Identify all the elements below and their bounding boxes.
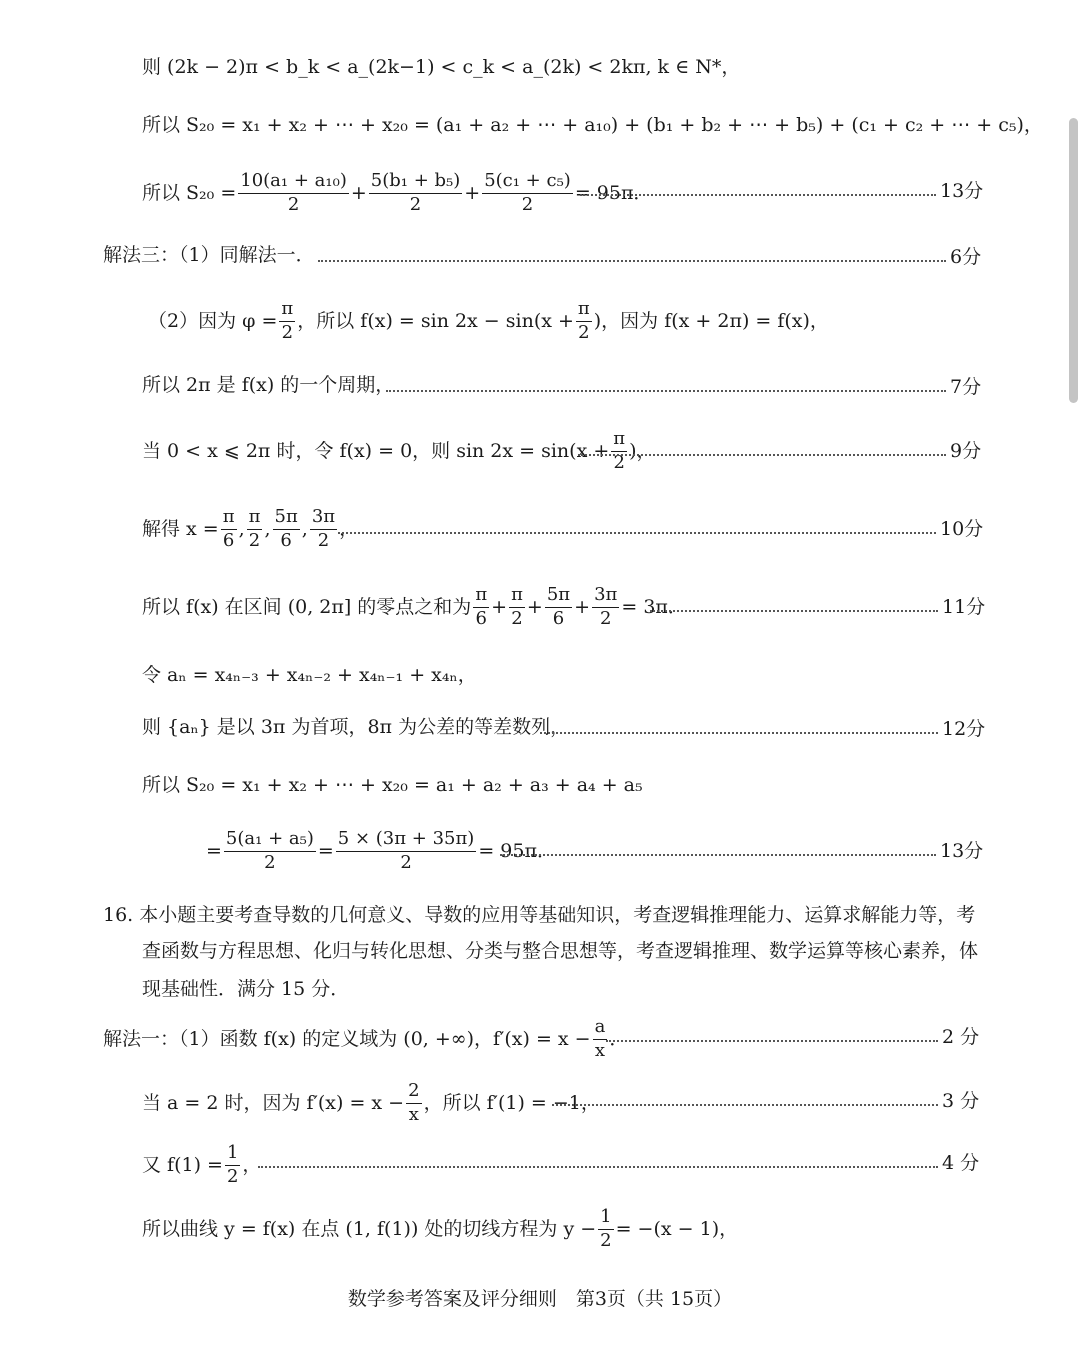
solution-line: [142, 776, 643, 795]
fraction: $\frac{1}{2}$: [600, 1205, 612, 1251]
solution-line: [142, 428, 656, 474]
dotted-leader: [318, 260, 946, 262]
math-text: =: [317, 839, 334, 862]
fraction: $\frac{\pi}{2}$: [511, 583, 523, 629]
fraction: $\frac{5\pi}{6}$: [546, 583, 571, 629]
fraction: $\frac{\pi}{2}$: [281, 297, 294, 343]
math-text: 所以 S₂₀ = x₁ + x₂ + ⋯ + x₂₀ = a₁ + a₂ + a₃ + a₄ + a₅: [142, 774, 643, 796]
math-text: ，: [339, 517, 359, 540]
score-label: 10分: [940, 518, 984, 540]
math-text: +: [526, 595, 543, 618]
math-text: 则 {aₙ} 是以 3π 为首项，8π 为公差的等差数列，: [142, 716, 570, 738]
math-text: ，所以 f′(1) = −1，: [423, 1091, 600, 1114]
fraction: $\frac{\text{10(a₁ + a₁₀)}}{2}$: [240, 169, 347, 215]
fraction: $\frac{5\pi}{6}$: [274, 505, 298, 551]
score-label: 13分: [940, 180, 984, 202]
dotted-leader: [338, 532, 936, 534]
score-label: 3 分: [942, 1090, 980, 1112]
math-text: +: [350, 181, 367, 204]
math-text: )，: [629, 439, 656, 462]
fraction: $\frac{\pi}{2}$: [613, 427, 626, 473]
math-text: 解得 x =: [142, 517, 219, 540]
math-text: ,: [238, 517, 245, 540]
math-text: ,: [264, 517, 271, 540]
score-label: 6分: [950, 246, 982, 268]
dotted-leader: [580, 194, 936, 196]
solution-line: [142, 1080, 600, 1126]
solution-line: [142, 666, 477, 685]
solution-line: [142, 116, 1043, 135]
math-text: ．: [609, 1027, 629, 1050]
dotted-leader: [650, 610, 938, 612]
math-text: 解法三：（1）同解法一．: [103, 244, 315, 266]
vertical-scrollbar-thumb[interactable]: [1069, 118, 1078, 403]
math-text: 所以 S₂₀ = x₁ + x₂ + ⋯ + x₂₀ = (a₁ + a₂ + ⋯ + a₁₀) + (b₁ + b₂ + ⋯ + b₅) + (c₁ + c₂ + ⋯ + c₅)，: [142, 114, 1043, 136]
fraction: $\frac{\pi}{2}$: [248, 505, 261, 551]
math-text: 所以 2π 是 f(x) 的一个周期，: [142, 374, 395, 396]
fraction: $\frac{5 \times (3\pi + 35\pi)}{2}$: [337, 827, 475, 873]
dotted-leader: [258, 1166, 938, 1168]
solution-line: [142, 506, 358, 552]
fraction: $\frac{\pi}{6}$: [475, 583, 488, 629]
math-text: = 95π．: [574, 181, 653, 204]
solution-line: [206, 828, 556, 874]
math-text: +: [491, 595, 508, 618]
score-label: 9分: [950, 440, 982, 462]
math-text: ,: [301, 517, 308, 540]
fraction: $\frac{\text{5(b₁ + b₅)}}{2}$: [370, 169, 461, 215]
fraction: $\frac{\text{5(a₁ + a₅)}}{2}$: [225, 827, 314, 873]
math-text: +: [574, 595, 591, 618]
math-text: 则 (2k − 2)π < b_k < a_(2k−1) < c_k < a_(2k) < 2kπ, k ∈ N*，: [142, 56, 741, 78]
fraction: $\frac{1}{2}$: [226, 1141, 239, 1187]
fraction: $\frac{\pi}{6}$: [222, 505, 235, 551]
dotted-leader: [578, 454, 946, 456]
math-text: ，所以 f(x) = sin 2x − sin(x +: [297, 309, 574, 332]
fraction: $\frac{3\pi}{2}$: [311, 505, 336, 551]
dotted-leader: [386, 390, 946, 392]
math-text: 当 a = 2 时，因为 f′(x) = x −: [142, 1091, 405, 1114]
math-text: =: [206, 839, 222, 862]
problem-16-intro: 现基础性．满分 15 分．: [142, 978, 350, 1000]
math-text: 所以曲线 y = f(x) 在点 (1, f(1)) 处的切线方程为 y −: [142, 1217, 597, 1240]
solution-line: [142, 718, 569, 737]
fraction: $\frac{3\pi}{2}$: [594, 583, 618, 629]
score-label: 4 分: [942, 1152, 980, 1174]
math-text: = 95π．: [478, 839, 556, 862]
score-label: 7分: [950, 376, 982, 398]
fraction: $\frac{\pi}{2}$: [577, 297, 590, 343]
dotted-leader: [552, 1104, 938, 1106]
page-footer: 数学参考答案及评分细则 第3页（共 15页）: [347, 1288, 733, 1310]
math-text: )，因为 f(x + 2π) = f(x)，: [593, 309, 829, 332]
solution-line: [142, 1142, 261, 1188]
score-label: 13分: [940, 840, 984, 862]
math-text: 所以 f(x) 在区间 (0, 2π] 的零点之和为: [142, 595, 472, 618]
dotted-leader: [500, 854, 936, 856]
math-text: 解法一：（1）函数 f(x) 的定义域为 (0, +∞)，f′(x) = x −: [103, 1027, 591, 1050]
math-text: +: [464, 181, 481, 204]
math-text: ，: [242, 1153, 262, 1176]
dotted-leader: [540, 732, 938, 734]
math-text: = 3π．: [621, 595, 687, 618]
math-text: （2）因为 φ =: [148, 309, 278, 332]
solution-line: [142, 1206, 738, 1252]
solution-line: [142, 584, 687, 630]
dotted-leader: [606, 1040, 938, 1042]
solution-line: [103, 246, 315, 265]
fraction: $\frac{2}{x}$: [408, 1079, 420, 1125]
math-text: 令 aₙ = x₄ₙ₋₃ + x₄ₙ₋₂ + x₄ₙ₋₁ + x₄ₙ，: [142, 664, 477, 686]
score-label: 2 分: [942, 1026, 980, 1048]
score-label: 12分: [942, 718, 986, 740]
solution-line: [148, 298, 829, 344]
problem-16-intro: 16. 本小题主要考查导数的几何意义、导数的应用等基础知识，考查逻辑推理能力、运算求解能力等，考: [103, 904, 976, 926]
solution-line: [142, 170, 652, 216]
fraction: $\frac{a}{x}$: [594, 1015, 606, 1061]
score-label: 11分: [942, 596, 986, 618]
solution-line: [142, 376, 394, 395]
solution-line: [142, 58, 740, 77]
solution-line: [103, 1016, 628, 1062]
math-text: 又 f(1) =: [142, 1153, 223, 1176]
fraction: $\frac{\text{5(c₁ + c₅)}}{2}$: [484, 169, 571, 215]
math-text: 当 0 < x ⩽ 2π 时，令 f(x) = 0，则 sin 2x = sin(x +: [142, 439, 610, 462]
problem-16-intro: 查函数与方程思想、化归与转化思想、分类与整合思想等，考查逻辑推理、数学运算等核心素养，体: [142, 940, 979, 962]
math-text: 所以 S₂₀ =: [142, 181, 237, 204]
math-text: = −(x − 1)，: [615, 1217, 739, 1240]
